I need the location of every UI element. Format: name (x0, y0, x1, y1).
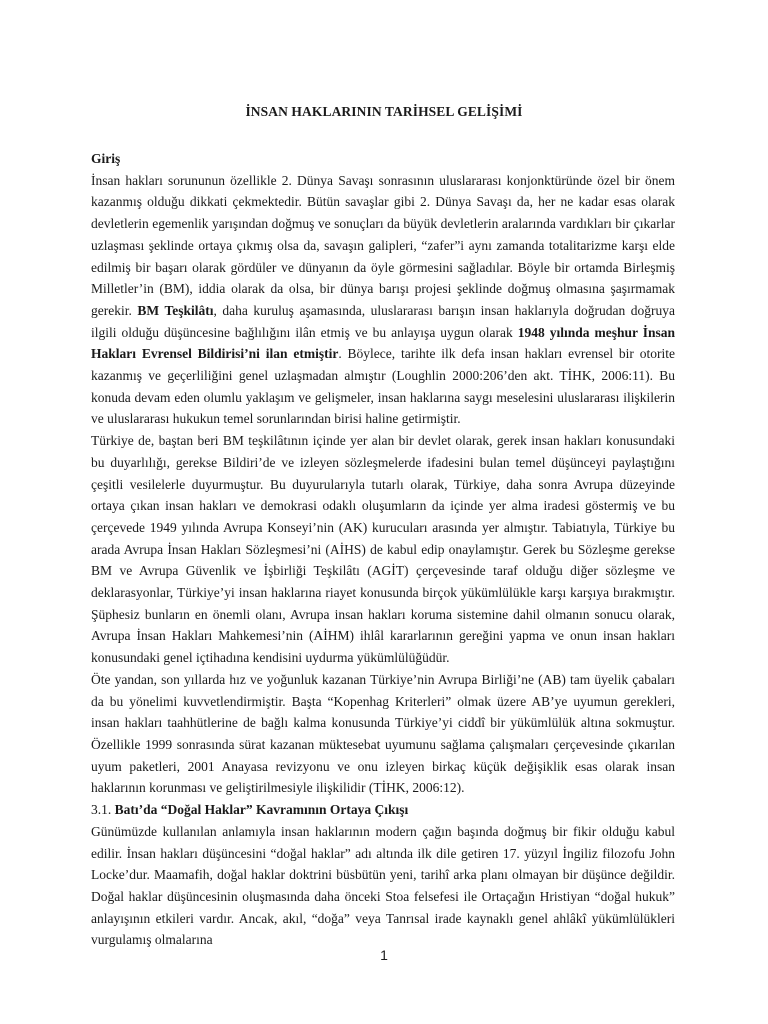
bm-teskilati-bold: BM Teşkilâtı (137, 302, 214, 318)
paragraph-1-text-a: İnsan hakları sorununun özellikle 2. Dünya Savaşı sonrasının uluslararası konjonktüründe özel bir önem kazanmış olduğu dikkati çekmektedir. Bütün savaşlar gibi 2. Dünya Savaşı da, her ne kadar esas olarak devletlerin egemenlik yarışından doğmuş ve sonuçları da büyük devletlerin aralarında vardıkları bir çıkarlar uzlaşması şeklinde ortaya çıkmış olsa da, savaşın galipleri, “zafer”i aynı zamanda totalitarizme karşı elde edilmiş bir başarı olarak gördüler ve dünyanın da öyle görmesini sağladılar. Böyle bir ortamda Birleşmiş Milletler’in (BM), iddia olarak da olsa, bir dünya barışı projesi şeklinde doğmuş olmasına şaşırmamak gerekir. (91, 172, 675, 318)
document-title: İNSAN HAKLARININ TARİHSEL GELİŞİMİ (245, 104, 523, 119)
paragraph-1-text-c: , daha kuruluş aşamasında, uluslararası barışın insan haklarıyla doğrudan doğruya ilgili olduğu düşüncesine bağlılığını ilân etmiş ve bu anlayışa uygun olarak (91, 302, 676, 340)
page-number: 1 (380, 947, 388, 963)
section-number: 3.1. (91, 802, 115, 818)
paragraph-4: Günümüzde kullanılan anlamıyla insan haklarının modern çağın başında doğmuş bir fikir olduğu kabul edilir. İnsan hakları düşüncesini “doğal haklar” adı altında ilk dile getiren 17. yüzyıl İngiliz filozofu John Locke’dur. Maamafih, doğal haklar doktrini büsbütün yeni, tarihî arka planı olmayan bir düşünce değildir. Doğal haklar düşüncesinin oluşmasında daha önceki Stoa felsefesi ile Ortaçağın Hristiyan “doğal hukuk” anlayışının etkileri vardır. Ancak, akıl, “doğa” veya Tanrısal irade kaynaklı genel ahlâkî yükümlülükleri vurgulamış olmalarına (91, 823, 675, 948)
section-title: Batı’da “Doğal Haklar” Kavramının Ortaya Çıkışı (114, 802, 409, 818)
section-heading (91, 799, 675, 821)
intro-heading: Giriş (91, 151, 121, 166)
paragraph-1-text-e: . Böylece, tarihte ilk defa insan hakları evrensel bir otorite kazanmış ve geçerliliğini genel uzlaşmadan almıştır (Loughlin 2000:206’den akt. TİHK, 2006:11). Bu konuda devam eden olumlu yaklaşım ve gelişmeler, insan haklarına saygı meselesini uluslararası ilişkilerin ve uluslararası hukukun temel sorunlarından birisi haline getirmiştir. (91, 346, 675, 427)
paragraph-2: Türkiye de, baştan beri BM teşkilâtının içinde yer alan bir devlet olarak, gerek insan hakları konusundaki bu duyarlılığı, gerekse Bildiri’de ve izleyen sözleşmelerde ifadesini bulan temel düşünceyi paylaştığını çeşitli vesilelerle duyurmuştur. Bu duyurularıyla tutarlı olarak, Türkiye, daha sonra Avrupa düzeyinde ortaya çıkan insan hakları ve demokrasi odaklı oluşumların da içinde yer alma iradesi göstermiş ve bu çerçevede 1949 yılında Avrupa Konseyi’nin (AK) kurucuları arasında yer almıştır. Tabiatıyla, Türkiye bu arada Avrupa İnsan Hakları Sözleşmesi’ni (AİHS) de kabul edip onaylamıştır. Gerek bu Sözleşme gerekse BM ve Avrupa Güvenlik ve İşbirliği Teşkilâtı (AGİT) çerçevesinde taraf olduğu diğer sözleşme ve deklarasyonlar, Türkiye’yi insan haklarına riayet konusunda birçok yükümlülükle karşı karşıya bırakmıştır. Şüphesiz bunların en önemli olanı, Avrupa insan hakları koruma sistemine dahil olmanın sonucu olarak, Avrupa İnsan Hakları Mahkemesi’nin (AİHM) ihlâl kararlarının gereğini yapma ve onun insan hakları konusundaki genel içtihadına kendisini uydurma yükümlülüğüdür. (91, 433, 675, 666)
paragraph-3: Öte yandan, son yıllarda hız ve yoğunluk kazanan Türkiye’nin Avrupa Birliği’ne (AB) tam üyelik çabaları da bu yönelimi kuvvetlendirmiştir. Başta “Kopenhag Kriterleri” olmak üzere AB’ye uyumun gerekleri, insan hakları taahhütlerine de bağlı kalma konusunda Türkiye’yi ciddî bir yükümlülük altına sokmuştur. Özellikle 1999 sonrasında sürat kazanan müktesebat uyumunu sağlama çalışmaları çerçevesinde çıkarılan uyum paketleri, 2001 Anayasa revizyonu ve onu izleyen birkaç küçük değişiklik esas olarak insan haklarının korunması ve geliştirilmesiyle ilişkilidir (TİHK, 2006:12). (91, 671, 675, 796)
document-body (91, 148, 675, 951)
declaration-bold: 1948 yılında meşhur İnsan Hakları Evrensel Bildirisi’ni ilan etmiştir (91, 324, 675, 362)
paragraph-1 (91, 170, 675, 430)
